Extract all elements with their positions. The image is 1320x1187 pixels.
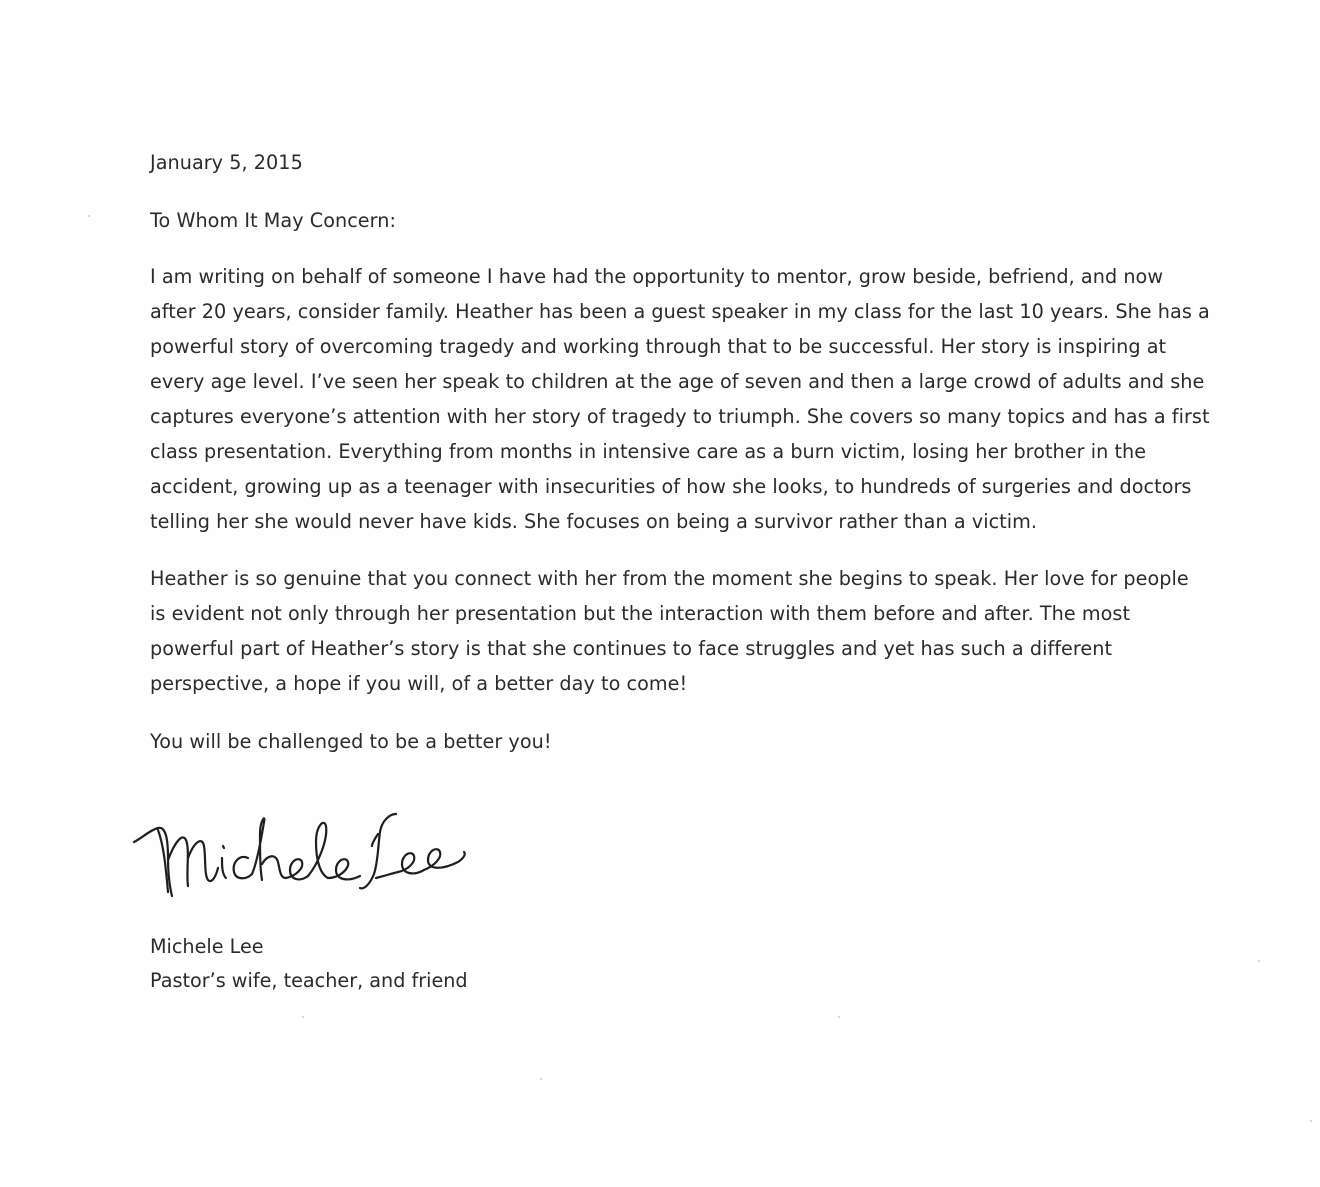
scan-speck (838, 1016, 840, 1018)
letter-salutation: To Whom It May Concern: (150, 209, 396, 232)
letter-closing: You will be challenged to be a better you! (150, 730, 552, 753)
signer-name: Michele Lee (150, 935, 264, 958)
signer-title: Pastor’s wife, teacher, and friend (150, 969, 468, 992)
scan-speck (540, 1078, 542, 1080)
handwritten-signature (128, 800, 488, 910)
signature-block (150, 930, 468, 998)
letter-body (150, 145, 1210, 759)
letter-paragraph-2: Heather is so genuine that you connect with her from the moment she begins to speak. Her love for people is evident not only through her presentation but the interaction with them before and after. The most powerful part of Heather’s story is that she continues to face struggles and yet has such a different perspective, a hope if you will, of a better day to come! (150, 567, 1189, 695)
letter-date: January 5, 2015 (150, 151, 303, 174)
scan-speck (1310, 1120, 1312, 1122)
scan-speck (88, 215, 90, 217)
scan-speck (302, 1016, 304, 1018)
letter-paragraph-1: I am writing on behalf of someone I have had the opportunity to mentor, grow beside, befriend, and now after 20 years, consider family. Heather has been a guest speaker in my class for the last 10 years. She has a powerful story of overcoming tragedy and working through that to be successful. Her story is inspiring at every age level. I’ve seen her speak to children at the age of seven and then a large crowd of adults and she captures everyone’s attention with her story of tragedy to triumph. She covers so many topics and has a first class presentation. Everything from months in intensive care as a burn victim, losing her brother in the accident, growing up as a teenager with insecurities of how she looks, to hundreds of surgeries and doctors telling her she would never have kids. She focuses on being a survivor rather than a victim. (150, 265, 1210, 533)
scan-speck (1258, 960, 1260, 962)
